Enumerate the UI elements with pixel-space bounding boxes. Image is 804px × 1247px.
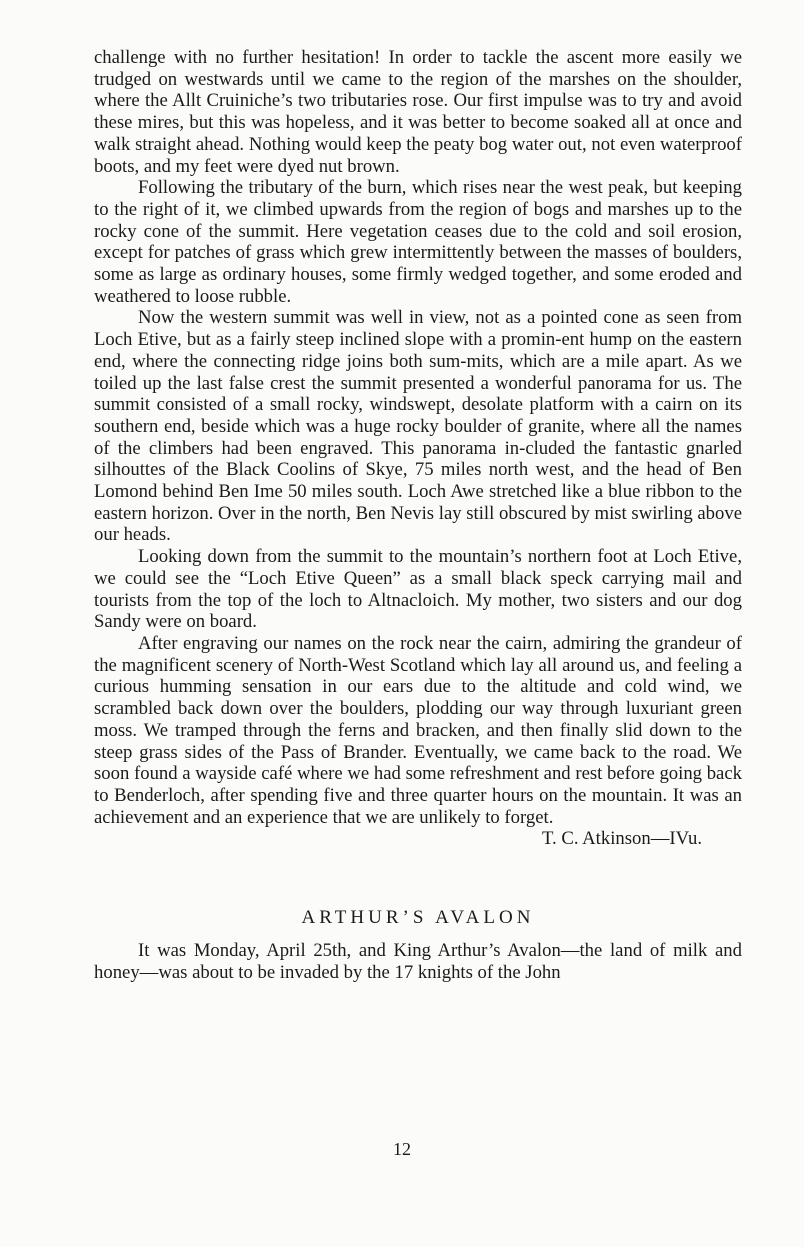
paragraph-5: After engraving our names on the rock near the cairn, admiring the grandeur of the magnificent scenery of North-West Scotland which lay all around us, and feeling a curious humming sensation in our ears due to the altitude and cold wind, we scrambled back down over the boulders, plodding our way through luxuriant green moss. We tramped through the ferns and bracken, and then finally slid down to the steep grass sides of the Pass of Brander. Eventually, we came back to the road. We soon found a wayside café where we had some refreshment and rest before going back to Benderloch, after spending five and three quarter hours on the mountain. It was an achievement and an experience that we are unlikely to forget.: [94, 632, 742, 828]
paragraph-6: It was Monday, April 25th, and King Arthur’s Avalon—the land of milk and honey—was about to be invaded by the 17 knights of the John: [94, 940, 742, 983]
section-heading: ARTHUR’S AVALON: [301, 907, 535, 929]
paragraph-2: Following the tributary of the burn, which rises near the west peak, but keeping to the right of it, we climbed upwards from the region of bogs and marshes up to the rocky cone of the summit. Here vegetation ceases due to the cold and soil erosion, except for patches of grass which grew intermittently between the masses of boulders, some as large as ordinary houses, some firmly wedged together, and some eroded and weathered to loose rubble.: [94, 177, 742, 307]
page-number: 12: [393, 1139, 411, 1159]
author-signature: T. C. Atkinson—IVu.: [542, 828, 702, 850]
paragraph-4: Looking down from the summit to the mountain’s northern foot at Loch Etive, we could see the “Loch Etive Queen” as a small black speck carrying mail and tourists from the top of the loch to Altnacloich. My mother, two sisters and our dog Sandy were on board.: [94, 546, 742, 633]
paragraph-3: Now the western summit was well in view, not as a pointed cone as seen from Loch Etive, but as a fairly steep inclined slope with a promin-ent hump on the eastern end, where the connecting ridge joins both sum-mits, which are a mile apart. As we toiled up the last false crest the summit presented a wonderful panorama for us. The summit consisted of a small rocky, windswept, desolate platform with a cairn on its southern end, beside which was a huge rocky boulder of granite, where all the names of the climbers had been engraved. This panorama in-cluded the fantastic gnarled silhouttes of the Black Coolins of Skye, 75 miles north west, and the head of Ben Lomond behind Ben Ime 50 miles south. Loch Awe stretched like a blue ribbon to the eastern horizon. Over in the north, Ben Nevis lay still obscured by mist swirling above our heads.: [94, 307, 742, 546]
paragraph-1: challenge with no further hesitation! In order to tackle the ascent more easily we trudged on westwards until we came to the region of the marshes on the shoulder, where the Allt Cruiniche’s two tributaries rose. Our first impulse was to try and avoid these mires, but this was hopeless, and it was better to become soaked all at once and walk straight ahead. Nothing would keep the peaty bog water out, not even waterproof boots, and my feet were dyed nut brown.: [94, 47, 742, 177]
page-content: [94, 47, 742, 983]
